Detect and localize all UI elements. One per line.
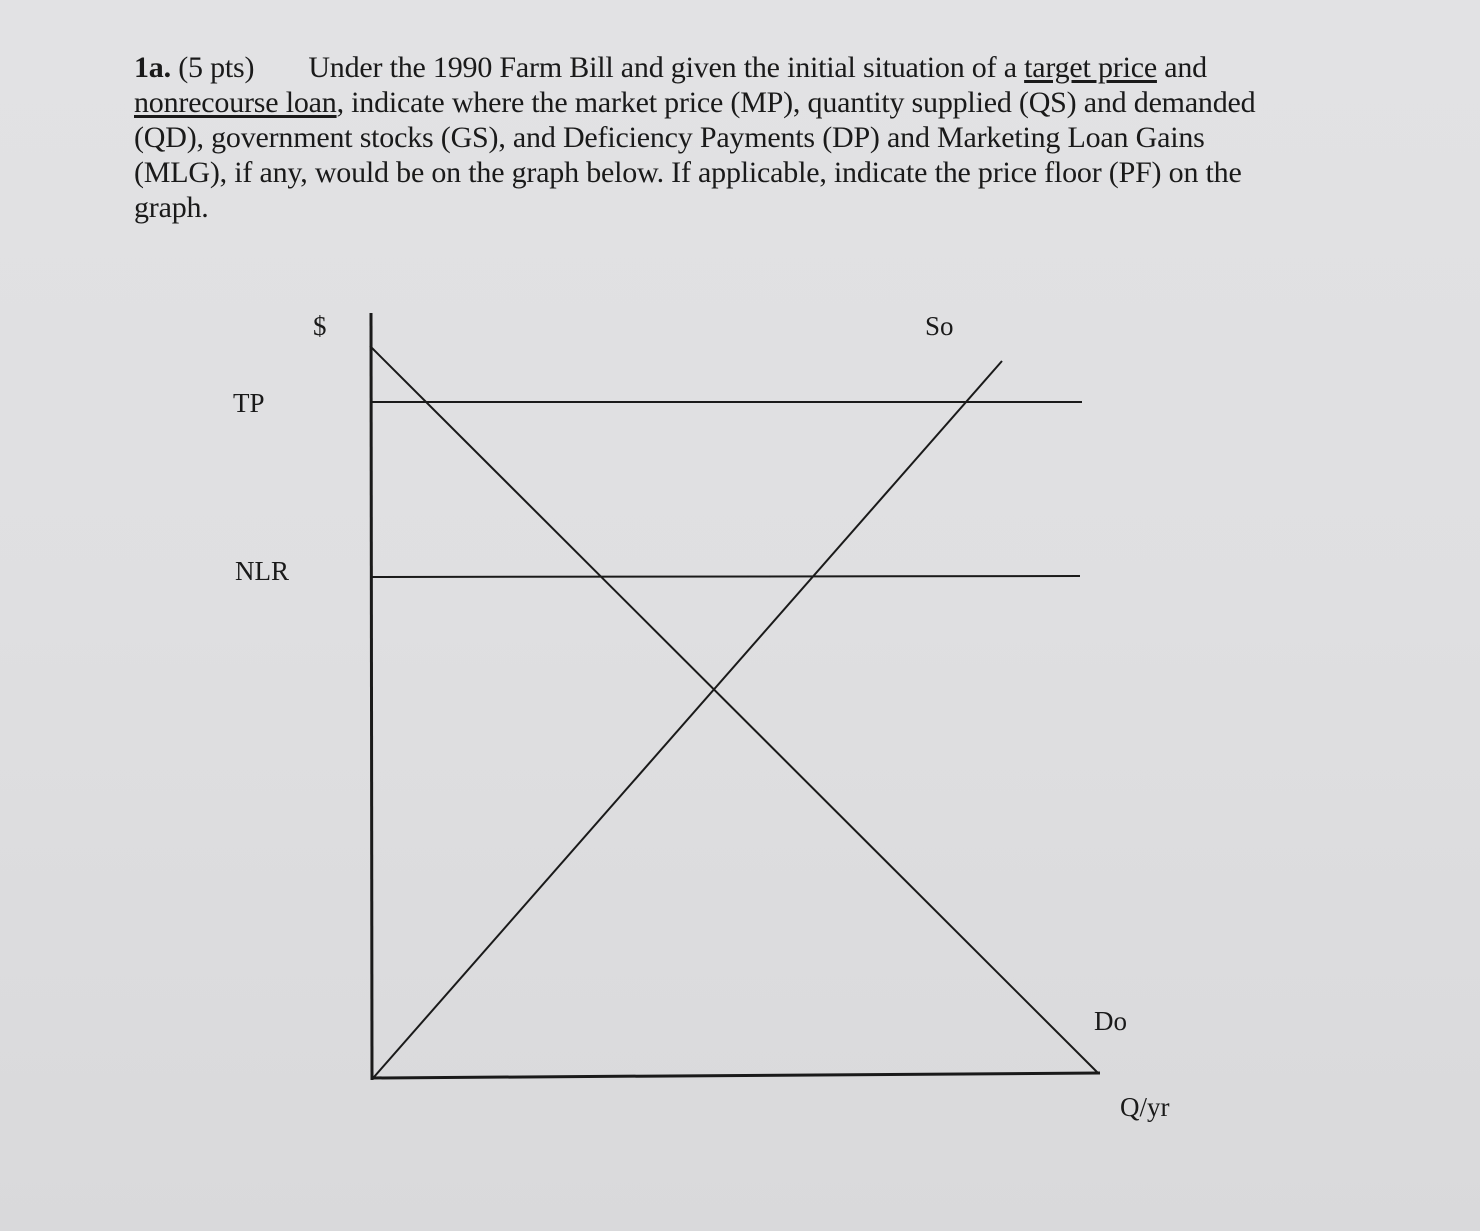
question-line-1-text: Under the 1990 Farm Bill and given the initial situation of a: [308, 51, 1025, 84]
supply-curve-label: So: [925, 311, 954, 341]
term-nonrecourse-loan: nonrecourse loan: [134, 86, 337, 119]
question-points: (5 pts): [178, 51, 255, 84]
question-line-4: (MLG), if any, would be on the graph below. If applicable, indicate the price floor (PF) on the: [134, 156, 1242, 189]
question-line-1-end: and: [1156, 51, 1207, 84]
nlr-line: [372, 576, 1080, 577]
question-line-5: graph.: [134, 191, 209, 224]
question-line-2-text: , indicate where the market price (MP), quantity supplied (QS) and demanded: [336, 86, 1256, 119]
demand-curve-label: Do: [1094, 1006, 1127, 1036]
supply-curve: [374, 361, 1002, 1077]
target-price-label: TP: [233, 388, 265, 418]
demand-curve: [370, 346, 1098, 1073]
y-axis: [371, 313, 372, 1080]
question-number: 1a.: [134, 51, 171, 84]
question-line-3: (QD), government stocks (GS), and Deficiency Payments (DP) and Marketing Loan Gains: [134, 121, 1205, 154]
term-target-price: target price: [1024, 51, 1157, 84]
x-axis: [372, 1073, 1100, 1078]
y-axis-label: $: [313, 311, 327, 341]
x-axis-label: Q/yr: [1120, 1092, 1170, 1122]
nlr-label: NLR: [235, 556, 289, 586]
